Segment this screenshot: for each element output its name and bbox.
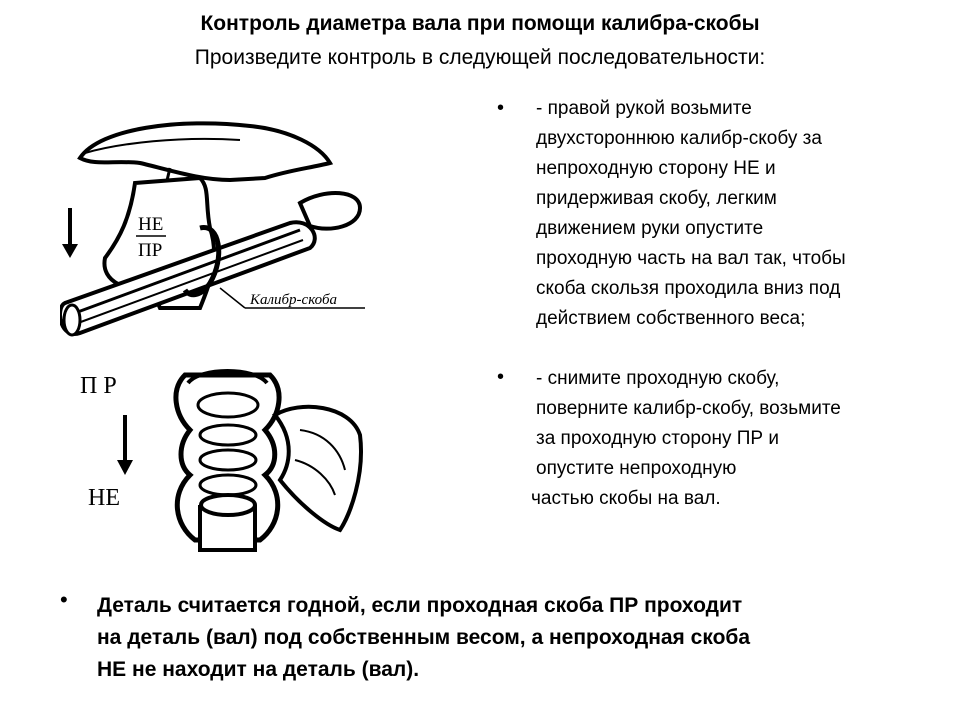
label-ne-bottom: НЕ (88, 485, 120, 511)
step-2-continuation: частью скобы на вал. (531, 488, 721, 509)
hand-outline (275, 407, 361, 530)
step-1-text: - правой рукой возьмите двухстороннюю калибр-скобу за непроходную сторону НЕ и придерживая скобу, легким движением руки опустите проходную часть на вал так, чтобы скоба скользя проходила вниз под действием собственного веса; (536, 98, 846, 329)
bullet-marker: • (497, 366, 505, 388)
bullet-marker: • (497, 97, 505, 119)
shaft-end-outline (200, 495, 255, 550)
label-pr-bottom: П Р (80, 373, 117, 399)
slide-title: Контроль диаметра вала при помощи калибра-скобы (200, 12, 760, 35)
arrow-down-icon (62, 208, 78, 258)
callout-label: Калибр-скоба (250, 292, 337, 308)
conclusion-text: Деталь считается годной, если проходная скоба ПР проходит на деталь (вал) под собственным весом, а непроходная скоба НЕ не находит на деталь (вал). (97, 594, 751, 681)
slide-subtitle: Произведите контроль в следующей последовательности: (194, 46, 766, 69)
label-pr: ПР (138, 240, 163, 261)
double-snap-gauge-illustration (60, 355, 370, 555)
step-2-text: - снимите проходную скобу, поверните калибр-скобу, возьмите за проходную сторону ПР и опустите непроходную (536, 368, 841, 479)
thumb-outline (300, 193, 360, 229)
arrow-down-icon (117, 415, 133, 475)
bullet-marker: • (60, 587, 68, 612)
label-ne: НЕ (138, 214, 164, 235)
snap-gauge-on-shaft-illustration (60, 108, 400, 343)
hand-outline (80, 123, 330, 180)
